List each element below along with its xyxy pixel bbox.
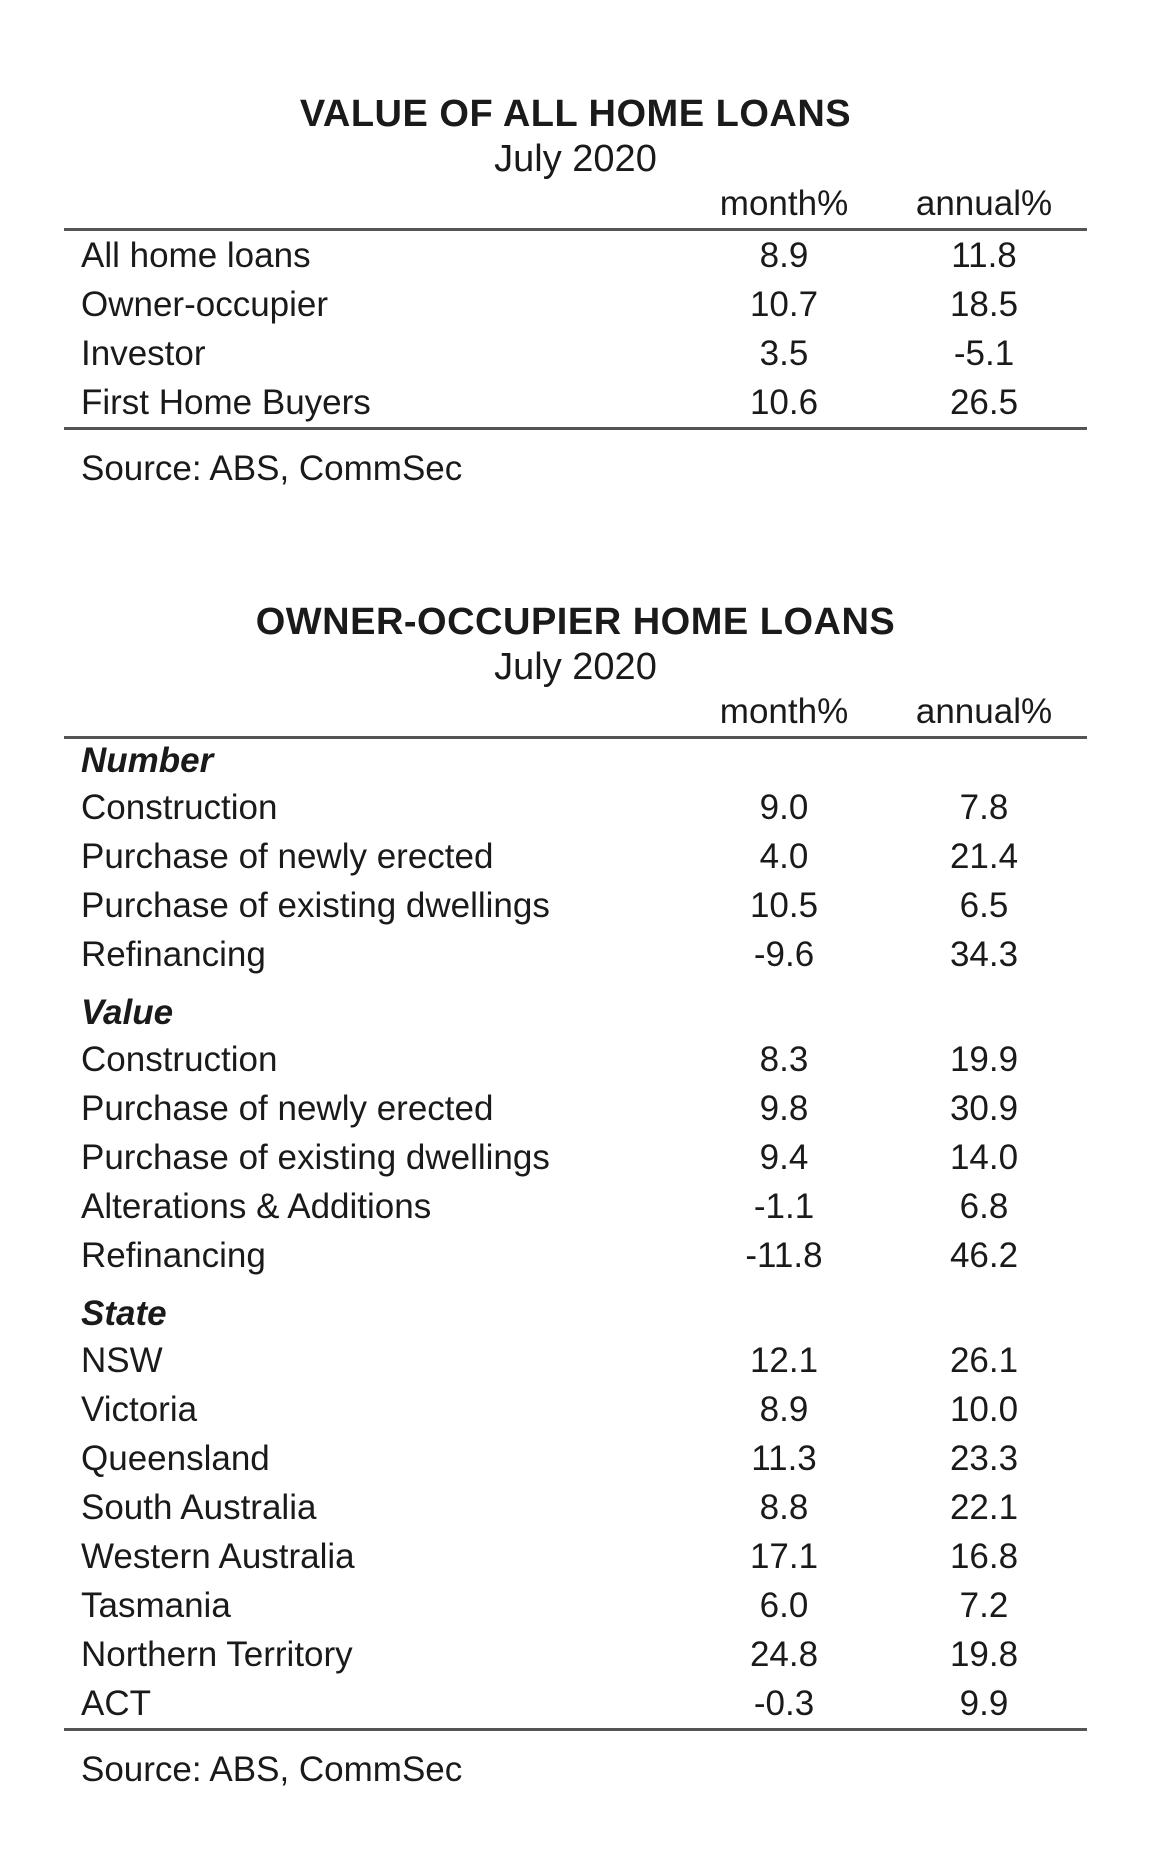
month-value: -1.1 (753, 1187, 815, 1226)
row-label: Refinancing (81, 935, 266, 974)
table-subtitle: July 2020 (494, 646, 657, 688)
table-row (64, 1084, 1087, 1133)
table-row (64, 1385, 1087, 1434)
row-label: First Home Buyers (81, 383, 371, 422)
annual-value: 16.8 (949, 1537, 1019, 1576)
row-label: Purchase of newly erected (81, 837, 494, 876)
month-value: 10.7 (749, 285, 819, 324)
row-label: All home loans (81, 236, 311, 275)
table-body (64, 739, 1087, 1728)
month-value: -0.3 (753, 1684, 815, 1723)
row-label: Construction (81, 788, 278, 827)
row-label: Investor (81, 334, 206, 373)
row-label: Refinancing (81, 1236, 266, 1275)
section-heading: State (81, 1294, 167, 1333)
month-value: 3.5 (759, 334, 809, 373)
row-label: Western Australia (81, 1537, 355, 1576)
row-label: Purchase of existing dwellings (81, 886, 550, 925)
row-label: Tasmania (81, 1586, 231, 1625)
table-row (64, 1182, 1087, 1231)
month-value: 24.8 (749, 1635, 819, 1674)
row-label: Queensland (81, 1439, 270, 1478)
row-label: Alterations & Additions (81, 1187, 432, 1226)
row-label: Construction (81, 1040, 278, 1079)
table-row (64, 783, 1087, 832)
annual-value: 19.8 (949, 1635, 1019, 1674)
annual-value: 10.0 (949, 1390, 1019, 1429)
column-header-annual: annual% (915, 692, 1053, 731)
table-title: VALUE OF ALL HOME LOANS (299, 93, 852, 135)
annual-value: 26.5 (949, 383, 1019, 422)
table-row (64, 1336, 1087, 1385)
table-row (64, 231, 1087, 280)
annual-value: 23.3 (949, 1439, 1019, 1478)
table-row (64, 1133, 1087, 1182)
month-value: 6.0 (759, 1586, 809, 1625)
table-row (64, 1035, 1087, 1084)
table-row (64, 930, 1087, 979)
table-row (64, 1679, 1087, 1728)
table-row (64, 1581, 1087, 1630)
month-value: 9.0 (759, 788, 809, 827)
annual-value: 19.9 (949, 1040, 1019, 1079)
annual-value: 18.5 (949, 285, 1019, 324)
annual-value: 6.5 (959, 886, 1009, 925)
annual-value: 30.9 (949, 1089, 1019, 1128)
table-row (64, 1434, 1087, 1483)
month-value: 10.6 (749, 383, 819, 422)
month-value: 8.8 (759, 1488, 809, 1527)
table-row (64, 378, 1087, 427)
annual-value: 6.8 (959, 1187, 1009, 1226)
annual-value: 7.2 (959, 1586, 1009, 1625)
month-value: 17.1 (749, 1537, 819, 1576)
month-value: 8.9 (759, 236, 809, 275)
row-label: Victoria (81, 1390, 198, 1429)
table-title: OWNER-OCCUPIER HOME LOANS (255, 601, 896, 643)
row-label: South Australia (81, 1488, 317, 1527)
table-row (64, 1483, 1087, 1532)
table-row (64, 881, 1087, 930)
table-row (64, 1532, 1087, 1581)
section-heading: Value (81, 993, 174, 1032)
table-subtitle: July 2020 (494, 138, 657, 180)
table-row (64, 1231, 1087, 1280)
column-header-row (64, 182, 1087, 231)
row-label: NSW (81, 1341, 163, 1380)
annual-value: 21.4 (949, 837, 1019, 876)
row-label: Owner-occupier (81, 285, 329, 324)
month-value: 8.3 (759, 1040, 809, 1079)
row-label: ACT (81, 1684, 151, 1723)
month-value: -11.8 (745, 1236, 823, 1275)
month-value: 11.3 (751, 1439, 817, 1478)
source-note: Source: ABS, CommSec (81, 1750, 463, 1789)
annual-value: 34.3 (949, 935, 1019, 974)
annual-value: 46.2 (949, 1236, 1019, 1275)
column-header-annual: annual% (915, 184, 1053, 223)
owner-occupier-home-loans-table (64, 600, 1087, 1795)
table-row (64, 280, 1087, 329)
column-header-month: month% (719, 184, 849, 223)
source-note: Source: ABS, CommSec (81, 449, 463, 488)
month-value: 9.4 (759, 1138, 809, 1177)
section-heading: Number (81, 741, 214, 780)
table-body (64, 231, 1087, 427)
month-value: 10.5 (749, 886, 819, 925)
annual-value: 14.0 (949, 1138, 1019, 1177)
row-label: Northern Territory (81, 1635, 353, 1674)
row-label: Purchase of existing dwellings (81, 1138, 550, 1177)
annual-value: -5.1 (953, 334, 1015, 373)
month-value: 4.0 (759, 837, 809, 876)
month-value: -9.6 (753, 935, 815, 974)
annual-value: 9.9 (959, 1684, 1009, 1723)
column-header-month: month% (719, 692, 849, 731)
table-row (64, 329, 1087, 378)
month-value: 12.1 (749, 1341, 819, 1380)
column-header-row (64, 690, 1087, 739)
annual-value: 26.1 (949, 1341, 1019, 1380)
table-row (64, 832, 1087, 881)
month-value: 9.8 (759, 1089, 809, 1128)
month-value: 8.9 (759, 1390, 809, 1429)
table-row (64, 1630, 1087, 1679)
value-all-home-loans-table (64, 92, 1087, 494)
annual-value: 7.8 (959, 788, 1009, 827)
annual-value: 11.8 (951, 236, 1017, 275)
row-label: Purchase of newly erected (81, 1089, 494, 1128)
annual-value: 22.1 (949, 1488, 1019, 1527)
